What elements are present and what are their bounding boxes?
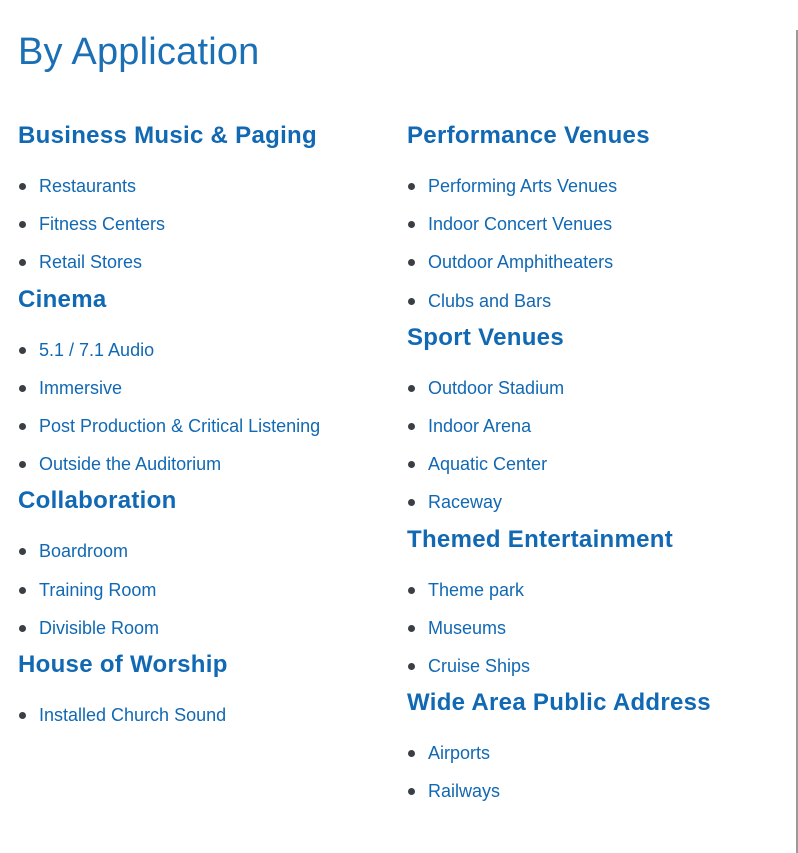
list-item (18, 243, 388, 281)
list-item (18, 696, 388, 734)
item-link-outdoor-amphitheaters[interactable]: Outdoor Amphitheaters (428, 252, 614, 273)
list-item (18, 609, 388, 647)
section-wide-area-public-address (407, 685, 787, 810)
list-item (18, 532, 388, 570)
item-link-immersive[interactable]: Immersive (39, 377, 123, 398)
list-item (18, 205, 388, 243)
list-item (407, 167, 787, 205)
item-link-audio[interactable]: 5.1 / 7.1 Audio (39, 339, 155, 360)
section-collaboration (18, 483, 388, 647)
section-heading[interactable]: Performance Venues (407, 122, 650, 149)
list-item (407, 772, 787, 810)
list-item (18, 407, 388, 445)
list-item (407, 407, 787, 445)
item-list (407, 571, 787, 686)
list-item (407, 609, 787, 647)
item-link-raceway[interactable]: Raceway (428, 492, 503, 513)
item-link-clubs-bars[interactable]: Clubs and Bars (428, 290, 552, 311)
section-heading[interactable]: Collaboration (18, 487, 177, 515)
section-business-music-paging (18, 118, 388, 282)
section-heading[interactable]: Business Music & Paging (18, 122, 317, 149)
item-link-boardroom[interactable]: Boardroom (39, 541, 129, 562)
item-list (407, 734, 787, 810)
item-link-indoor-concert[interactable]: Indoor Concert Venues (428, 214, 613, 235)
list-item (18, 369, 388, 407)
left-column (18, 118, 388, 734)
item-link-installed-church-sound[interactable]: Installed Church Sound (39, 704, 227, 725)
list-item (407, 483, 787, 521)
item-link-railways[interactable]: Railways (428, 781, 501, 802)
list-item (407, 243, 787, 281)
right-column (407, 118, 787, 810)
section-heading[interactable]: Themed Entertainment (407, 525, 674, 553)
section-cinema (18, 282, 388, 484)
item-link-indoor-arena[interactable]: Indoor Arena (428, 415, 532, 436)
list-item (18, 571, 388, 609)
item-list (18, 696, 388, 734)
item-list (18, 532, 388, 647)
item-link-outside-auditorium[interactable]: Outside the Auditorium (39, 454, 222, 475)
section-performance-venues (407, 118, 787, 320)
item-list (407, 369, 787, 522)
list-item (407, 205, 787, 243)
section-heading[interactable]: Cinema (18, 285, 107, 313)
item-link-post-production[interactable]: Post Production & Critical Listening (39, 415, 321, 436)
item-list (18, 331, 388, 484)
item-link-restaurants[interactable]: Restaurants (39, 176, 137, 196)
item-link-divisible-room[interactable]: Divisible Room (39, 617, 160, 638)
list-item (407, 647, 787, 685)
item-link-training-room[interactable]: Training Room (39, 579, 157, 600)
section-sport-venues (407, 320, 787, 522)
list-item (18, 445, 388, 483)
section-heading[interactable]: House of Worship (18, 650, 228, 678)
section-themed-entertainment (407, 522, 787, 686)
item-link-aquatic-center[interactable]: Aquatic Center (428, 454, 548, 475)
item-link-retail-stores[interactable]: Retail Stores (39, 252, 143, 273)
item-link-theme-park[interactable]: Theme park (428, 579, 525, 600)
list-item (407, 282, 787, 320)
list-item (18, 331, 388, 369)
item-link-performing-arts[interactable]: Performing Arts Venues (428, 176, 618, 196)
section-house-of-worship (18, 647, 388, 734)
list-item (18, 167, 388, 205)
item-link-cruise-ships[interactable]: Cruise Ships (428, 655, 531, 676)
list-item (407, 445, 787, 483)
item-link-outdoor-stadium[interactable]: Outdoor Stadium (428, 377, 565, 398)
section-heading[interactable]: Sport Venues (407, 323, 564, 351)
list-item (407, 571, 787, 609)
section-heading[interactable]: Wide Area Public Address (407, 689, 711, 717)
page-title: By Application (18, 31, 260, 73)
list-item (407, 369, 787, 407)
item-link-fitness-centers[interactable]: Fitness Centers (39, 214, 166, 235)
item-list (407, 167, 787, 320)
item-list (18, 167, 388, 282)
item-link-museums[interactable]: Museums (428, 617, 507, 638)
list-item (407, 734, 787, 772)
item-link-airports[interactable]: Airports (428, 743, 491, 764)
